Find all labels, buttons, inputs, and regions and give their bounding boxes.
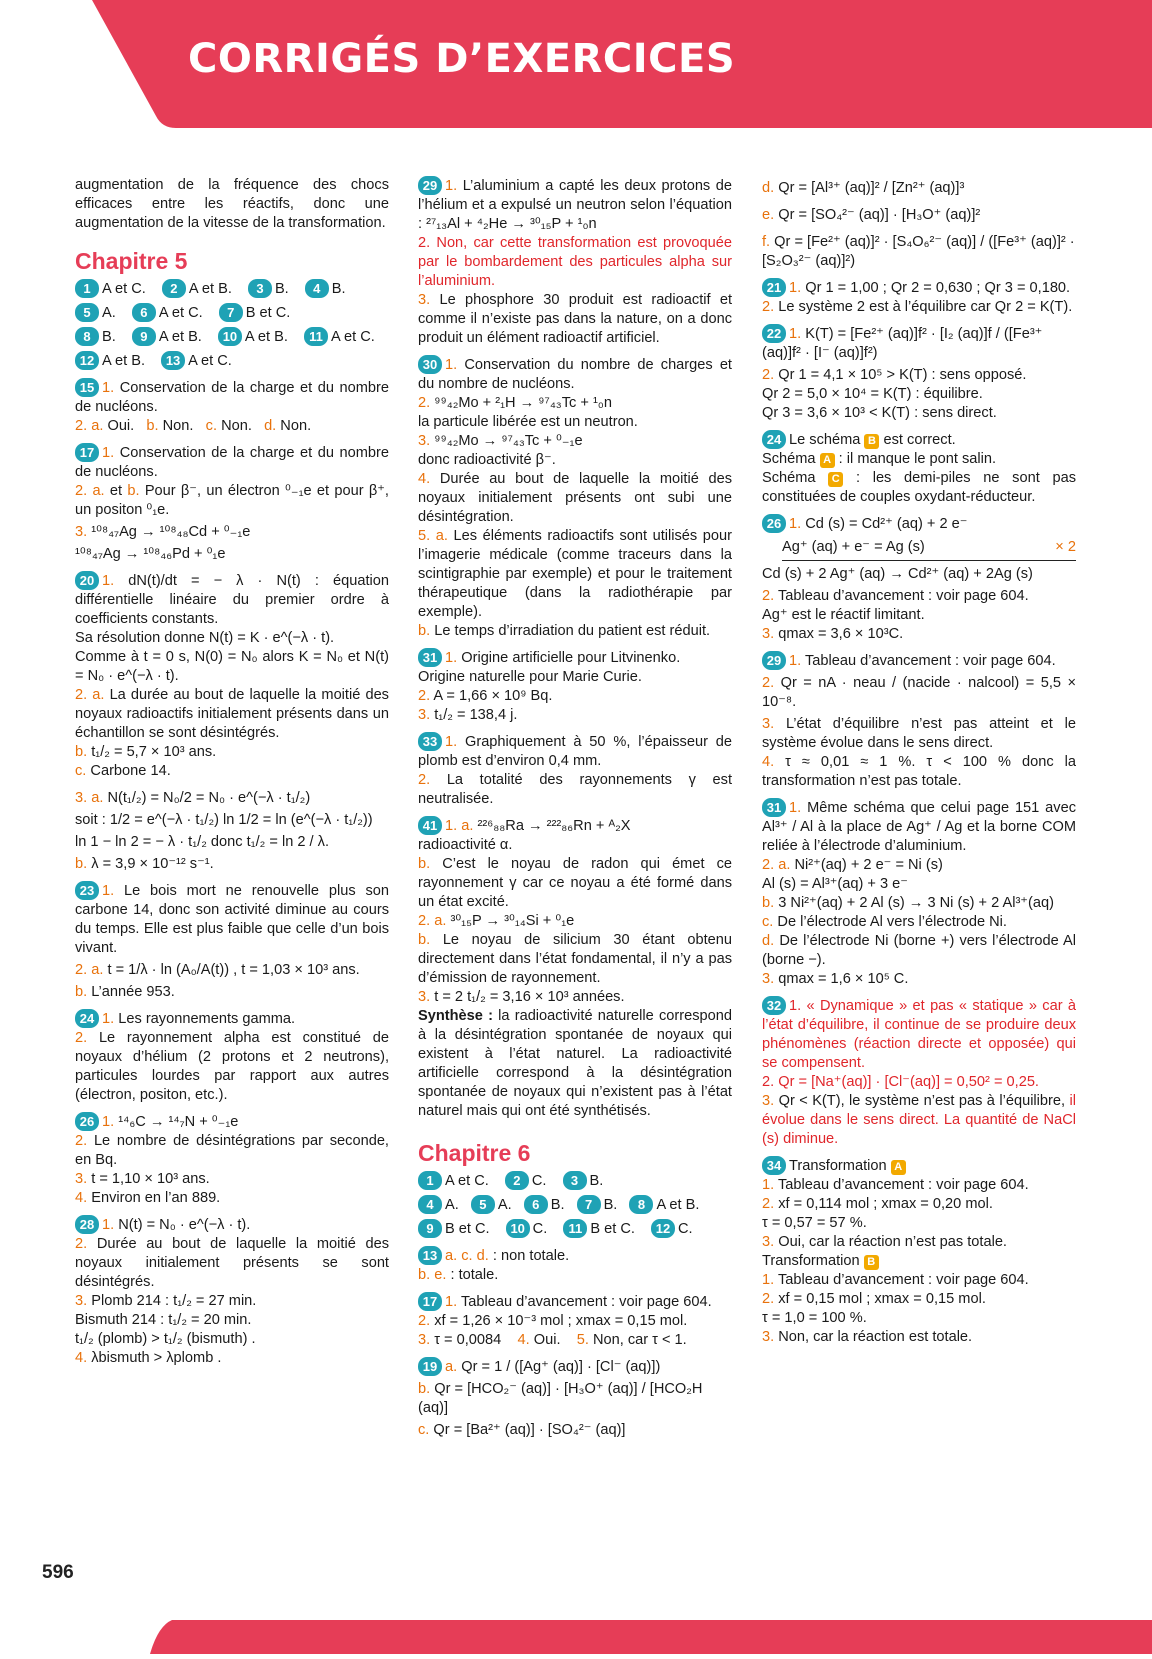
answer-item: 1 A et C.: [75, 279, 146, 299]
answer-item: 7 B.: [577, 1195, 618, 1215]
tag-b: B: [864, 1255, 879, 1270]
column-2: [418, 176, 732, 1443]
exercise-33: 33 1. Graphiquement à 50 %, l’épaisseur de plomb est d’environ 0,4 mm. 2. La totalité des rayonnements γ est neutralisée.: [418, 734, 732, 807]
page-title: CORRIGÉS D’EXERCICES: [188, 36, 736, 82]
intro-text: augmentation de la fréquence des chocs efficaces entre les réactifs, donc une augmentation de la vitesse de la transformation.: [75, 177, 389, 231]
footer-band-shape: [0, 1620, 1152, 1654]
exercise-34: 34 Transformation A 1. Tableau d’avancement : voir page 604. 2. xf = 0,114 mol ; xmax = 0,20 mol. τ = 0,57 = 57 %. 3. Oui, car la réaction n’est pas totale. Transformation B 1. Tableau d’avancement : voir page 604. 2. xf = 0,15 mol ; xmax = 0,15 mol. τ = 1,0 = 100 %. 3. Non, car la réaction est totale.: [762, 1158, 1029, 1345]
answer-item: 4 A.: [418, 1195, 459, 1215]
answer-item: 6 A et C.: [132, 303, 203, 323]
answer-item: 3 B.: [248, 279, 289, 299]
answer-item: 11 B et C.: [563, 1219, 635, 1239]
answer-item: 10 C.: [506, 1219, 548, 1239]
tag-b: B: [864, 434, 879, 449]
answer-item: 12 C.: [651, 1219, 693, 1239]
chapter-6-heading: Chapitre 6: [418, 1140, 531, 1166]
chapter-5-answers: [75, 327, 389, 347]
answer-item: 8 B.: [75, 327, 116, 347]
exercise-22: 22 1. K(T) = [Fe²⁺ (aq)]f² · [I₂ (aq)]f / ([Fe³⁺ (aq)]f² · [I⁻ (aq)]f²) 2. Qr 1 = 4,1 × 10⁵ > K(T) : sens opposé. Qr 2 = 5,0 × 10⁴ = K(T) : équilibre. Qr 3 = 3,6 × 10³ < K(T) : sens direct.: [762, 326, 1043, 421]
exercise-17: 17 1. Conservation de la charge et du nombre de nucléons. 2. a. et b. Pour β⁻, un électron ⁰₋₁e et pour β⁺, un positon ⁰₁e. 3. ¹⁰⁸₄₇Ag → ¹⁰⁸₄₈Cd + ⁰₋₁e ¹⁰⁸₄₇Ag → ¹⁰⁸₄₆Pd + ⁰₁e: [75, 445, 389, 562]
exercise-19-continued: d. Qr = [Al³⁺ (aq)]² / [Zn²⁺ (aq)]³ e. Qr = [SO₄²⁻ (aq)] · [H₃O⁺ (aq)]² f. Qr = [Fe²⁺ (aq)]² · [S₄O₆²⁻ (aq)] / ([Fe³⁺ (aq)]² · [S₂O₃²⁻ (aq)]²): [762, 180, 1075, 269]
exercise-13: 13 a. c. d. : non totale. b. e. : totale.: [418, 1248, 570, 1283]
answer-item: 8 A et B.: [629, 1195, 699, 1215]
answer-item: 10 A et B.: [218, 327, 288, 347]
tag-a: A: [820, 453, 835, 468]
exercise-15: 15 1. Conservation de la charge et du nombre de nucléons. 2. a. Oui. b. Non. c. Non. d. Non.: [75, 380, 389, 434]
answer-item: 12 A et B.: [75, 351, 145, 371]
exercise-26: 26 1. ¹⁴₆C → ¹⁴₇N + ⁰₋₁e 2. Le nombre de désintégrations par seconde, en Bq. 3. t = 1,10 × 10³ ans. 4. Environ en l’an 889.: [75, 1114, 389, 1206]
tag-a: A: [891, 1160, 906, 1175]
answer-item: 13 A et C.: [161, 351, 232, 371]
exercise-29: 29 1. L’aluminium a capté les deux protons de l’hélium et a expulsé un neutron selon l’équation : ²⁷₁₃Al + ⁴₂He → ³⁰₁₅P + ¹₀n 2. Non, car cette transformation est provoquée par le bombardement des particules alpha sur l’aluminium. 3. Le phosphore 30 produit est radioactif et comme il n’existe pas dans la nature, on a donc produit un élément radioactif artificiel.: [418, 178, 732, 346]
chapter-6-answers: [418, 1219, 732, 1239]
page-number: 596: [42, 1562, 74, 1583]
exercise-20: 20 1. dN(t)/dt = − λ · N(t) : équation différentielle linéaire du premier ordre à coefficients constants. Sa résolution donne N(t) = K · e^(−λ · t). Comme à t = 0 s, N(0) = N₀ alors K = N₀ et N(t) = N₀ · e^(−λ · t). 2. a. La durée au bout de laquelle la moitié des noyaux radioactifs initialement présents dans un échantillon se sont désintégrés. b. t₁/₂ = 5,7 × 10³ ans. c. Carbone 14. 3. a. N(t₁/₂) = N₀/2 = N₀ · e^(−λ · t₁/₂) soit : 1/2 = e^(−λ · t₁/₂) ln 1/2 = ln (e^(−λ · t₁/₂)) ln 1 − ln 2 = − λ · t₁/₂ donc t₁/₂ = ln 2 / λ. b. λ = 3,9 × 10⁻¹² s⁻¹.: [75, 573, 389, 872]
answer-item: 5 A.: [471, 1195, 512, 1215]
exercise-32: 32 1. « Dynamique » et pas « statique » car à l’état d’équilibre, il continue de se produire deux phénomènes (réaction directe et opposée) qui se compensent. 2. Qr = [Na⁺(aq)] · [Cl⁻(aq)] = 0,50² = 0,25. 3. Qr < K(T), le système n’est pas à l’équilibre, il évolue dans le sens direct. La quantité de NaCl (s) diminue.: [762, 998, 1077, 1147]
exercise-31: 31 1. Origine artificielle pour Litvinenko. Origine naturelle pour Marie Curie. 2. A = 1,66 × 10⁹ Bq. 3. t₁/₂ = 138,4 j.: [418, 650, 681, 723]
exercise-41: 41 1. a. ²²⁶₈₈Ra → ²²²₈₆Rn + ᴬ₂X radioactivité α. b. C’est le noyau de radon qui émet ce rayonnement γ car ce noyau a été formé dans un état excité. 2. a. ³⁰₁₅P → ³⁰₁₄Si + ⁰₁e b. Le noyau de silicium 30 étant obtenu directement dans l’état fondamental, il n’y a pas d’émission de rayonnement. 3. t = 2 t₁/₂ = 3,16 × 10³ années. Synthèse : la radioactivité naturelle correspond à la désintégration spontanée de noyaux qui existent à l’état naturel. La radioactivité artificielle correspond à la désintégration spontanée de noyaux qui n’existent pas à l’état naturel mais qui ont été synthétisés.: [418, 818, 732, 1119]
chapter-5-answers: [75, 303, 389, 323]
exercise-24-ch6: 24 Le schéma B est correct. Schéma A : il manque le pont salin. Schéma C : les demi-piles ne sont pas constituées de couples oxydant-réducteur.: [762, 432, 1076, 505]
exercise-24: 24 1. Les rayonnements gamma. 2. Le rayonnement alpha est constitué de noyaux d’hélium (2 protons et 2 neutrons), particules lourdes par rapport aux autres (électron, positon, etc.).: [75, 1011, 389, 1103]
exercise-26-ch6: 26 1. Cd (s) = Cd²⁺ (aq) + 2 e⁻ Ag⁺ (aq) + e⁻ = Ag (s) × 2 Cd (s) + 2 Ag⁺ (aq) → Cd²⁺ (aq) + 2Ag (s) 2. Tableau d’avancement : voir page 604. Ag⁺ est le réactif limitant. 3. qmax = 3,6 × 10³C.: [762, 516, 1076, 642]
half-equation-sum: Ag⁺ (aq) + e⁻ = Ag (s) × 2: [782, 538, 1076, 561]
chapter-5-answers: [75, 351, 389, 371]
column-1: [75, 176, 389, 1369]
exercise-23: 23 1. Le bois mort ne renouvelle plus son carbone 14, donc son activité diminue au cours du temps. Elle est plus faible que celle d’un bois vivant. 2. a. t = 1/λ · ln (A₀/A(t)) , t = 1,03 × 10³ ans. b. L’année 953.: [75, 883, 389, 1000]
column-3: [762, 176, 1076, 1348]
exercise-31-ch6: 31 1. Même schéma que celui page 151 avec Al³⁺ / Al à la place de Ag⁺ / Ag et la borne COM reliée à l’électrode d’aluminium. 2. a. Ni²⁺(aq) + 2 e⁻ = Ni (s) Al (s) = Al³⁺(aq) + 3 e⁻ b. 3 Ni²⁺(aq) + 2 Al (s) → 3 Ni (s) + 2 Al³⁺(aq) c. De l’électrode Al vers l’électrode Ni. d. De l’électrode Ni (borne +) vers l’électrode Al (borne −). 3. qmax = 1,6 × 10⁵ C.: [762, 800, 1076, 987]
answer-item: 11 A et C.: [304, 327, 375, 347]
answer-item: 1 A et C.: [418, 1171, 489, 1191]
exercise-30: 30 1. Conservation du nombre de charges et du nombre de nucléons. 2. ⁹⁹₄₂Mo + ²₁H → ⁹⁷₄₃Tc + ¹₀n la particule libérée est un neutron. 3. ⁹⁹₄₂Mo → ⁹⁷₄₃Tc + ⁰₋₁e donc radioactivité β⁻. 4. Durée au bout de laquelle la moitié des noyaux initialement présents ont subi une désintégration. 5. a. Les éléments radioactifs sont utilisés pour l’imagerie médicale (comme traceurs dans la scintigraphie par exemple) et pour le traitement thérapeutique (dans la radiothérapie par exemple). b. Le temps d’irradiation du patient est réduit.: [418, 357, 732, 639]
exercise-17-ch6: 17 1. Tableau d’avancement : voir page 604. 2. xf = 1,26 × 10⁻³ mol ; xmax = 0,15 mol. 3. τ = 0,0084 4. Oui. 5. Non, car τ < 1.: [418, 1294, 712, 1348]
answer-item: 2 C.: [505, 1171, 547, 1191]
answer-item: 3 B.: [563, 1171, 604, 1191]
answer-item: 2 A et B.: [162, 279, 232, 299]
answer-item: 4 B.: [305, 279, 346, 299]
answer-item: 7 B et C.: [219, 303, 291, 323]
chapter-5-answers: [75, 279, 389, 299]
answer-item: 5 A.: [75, 303, 116, 323]
exercise-29-ch6: 29 1. Tableau d’avancement : voir page 604. 2. Qr = nA · neau / (nacide · nalcool) = 5,5 × 10⁻⁸. 3. L’état d’équilibre n’est pas atteint et le système évolue dans le sens direct. 4. τ ≈ 0,01 ≈ 1 %. τ < 100 % donc la transformation n’est pas totale.: [762, 653, 1076, 789]
exercise-21: 21 1. Qr 1 = 1,00 ; Qr 2 = 0,630 ; Qr 3 = 0,180. 2. Le système 2 est à l’équilibre car Qr 2 = K(T).: [762, 280, 1073, 315]
footer-band: [0, 1620, 1152, 1654]
chapter-6-answers: [418, 1195, 732, 1215]
chapter-5-heading: Chapitre 5: [75, 248, 188, 274]
chapter-6-answers: [418, 1171, 732, 1191]
exercise-19: 19 a. Qr = 1 / ([Ag⁺ (aq)] · [Cl⁻ (aq)]) b. Qr = [HCO₂⁻ (aq)] · [H₃O⁺ (aq)] / [HCO₂H (aq)] c. Qr = [Ba²⁺ (aq)] · [SO₄²⁻ (aq)]: [418, 1359, 703, 1438]
answer-item: 6 B.: [524, 1195, 565, 1215]
answer-item: 9 A et B.: [132, 327, 202, 347]
answer-item: 9 B et C.: [418, 1219, 490, 1239]
exercise-28: 28 1. N(t) = N₀ · e^(−λ · t). 2. Durée au bout de laquelle la moitié des noyaux initialement présents se sont désintégrés. 3. Plomb 214 : t₁/₂ = 27 min. Bismuth 214 : t₁/₂ = 20 min. t₁/₂ (plomb) > t₁/₂ (bismuth) . 4. λbismuth > λplomb .: [75, 1217, 389, 1366]
header-banner: [0, 0, 1152, 128]
tag-c: C: [828, 472, 843, 487]
